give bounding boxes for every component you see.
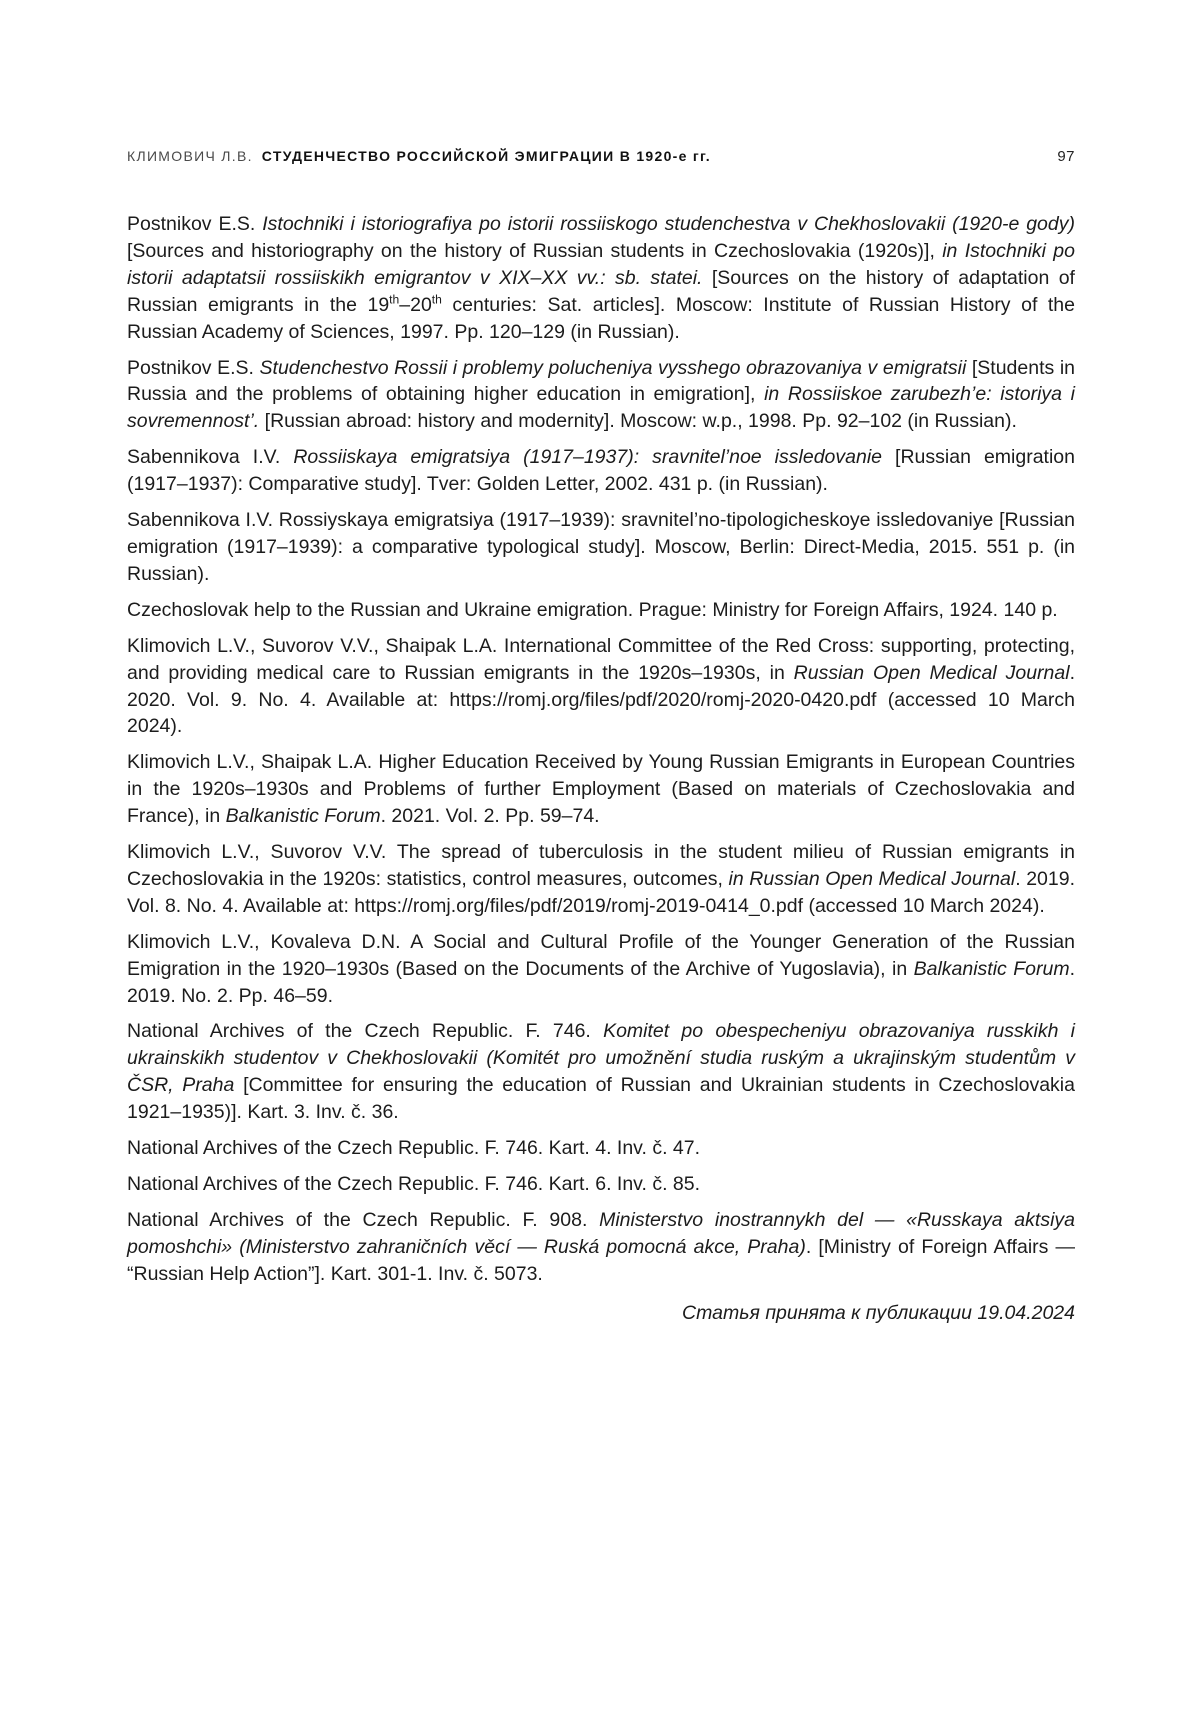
reference-italic-segment: Rossiiskaya emigratsiya (1917–1937): sravnitel’noe issledovanie (293, 446, 896, 469)
reference-italic-segment: Russian Open Medical Journal (793, 661, 1070, 684)
reference-text-segment: National Archives of the Czech Republic. F. 746. Kart. 4. Inv. č. 47. (127, 1137, 701, 1160)
reference-entry (127, 597, 1075, 624)
reference-text-segment: Postnikov E.S. (127, 213, 263, 235)
reference-entry (127, 355, 1075, 436)
reference-entry (127, 1018, 1075, 1126)
running-title: СТУДЕНЧЕСТВО РОССИЙСКОЙ ЭМИГРАЦИИ В 1920-е гг. (261, 148, 711, 164)
reference-italic-segment: Istochniki i istoriografiya po istorii rossiiskogo studenchestva v Chekhoslovakii (1920-e gody) (262, 213, 1075, 235)
reference-text-segment: th (389, 292, 400, 307)
reference-italic-segment: in Russian Open Medical Journal (728, 867, 1016, 890)
reference-text-segment: [Russian abroad: history and modernity]. Moscow: w.p., 1998. Pp. 92–102 (in Russian). (264, 410, 1017, 433)
reference-entry (127, 1135, 1075, 1162)
reference-entry (127, 839, 1075, 920)
reference-entry (127, 749, 1075, 830)
reference-text-segment: [Committee for ensuring the education of Russian and Ukrainian students in Czechoslovakia 1921–1935)]. Kart. 3. Inv. č. 36. (127, 1074, 1075, 1124)
reference-text-segment: Klimovich L.V., Suvorov V.V. The spread of tuberculosis in the student milieu of Russian emigrants in Czechoslovakia in the 1920s: statistics, control measures, outcomes, (127, 841, 1075, 890)
reference-text-segment: . 2021. Vol. 2. Pp. 59–74. (380, 805, 600, 828)
reference-text-segment: . 2020. Vol. 9. No. 4. Available at: https://romj.org/files/pdf/2020/romj-2020-0420.pdf (accessed 10 March 2024). (127, 661, 1075, 738)
reference-italic-segment: Studenchestvo Rossii i problemy polucheniya vysshego obrazovaniya v emigratsii (259, 356, 972, 379)
reference-text-segment: Czechoslovak help to the Russian and Ukraine emigration. Prague: Ministry for Foreign Affairs, 1924. 140 p. (127, 598, 1058, 621)
reference-text-segment: Postnikov E.S. (127, 356, 260, 379)
reference-text-segment: National Archives of the Czech Republic. F. 908. (127, 1208, 600, 1231)
reference-text-segment: Klimovich L.V., Shaipak L.A. Higher Education Received by Young Russian Emigrants in European Countries in the 1920s–1930s and Problems of further Employment (Based on materials of Czechoslovakia and France), in (127, 751, 1075, 828)
reference-entry (127, 929, 1075, 1010)
reference-text-segment: centuries: Sat. articles]. Moscow: Institute of Russian History of the Russian Academy of Sciences, 1997. Pp. 120–129 (in Russian). (127, 293, 1075, 343)
reference-entry (127, 507, 1075, 588)
running-header-left (127, 148, 711, 164)
acceptance-note: Статья принята к публикации 19.04.2024 (682, 1301, 1075, 1324)
reference-text-segment: [Students in Russia and the problems of obtaining higher education in emigration], (127, 356, 1076, 406)
reference-text-segment: [Sources on the history of adaptation of Russian emigrants in the 19 (127, 266, 1075, 316)
reference-italic-segment: in Rossiiskoe zarubezh’e: istoriya i sovremennost’. (127, 383, 1075, 433)
reference-italic-segment: Balkanistic Forum (913, 957, 1070, 980)
reference-italic-segment: Komitet po obespecheniyu obrazovaniya russkikh i ukrainskikh studentov v Chekhoslovakii (Komitét pro umožnění studia ruským a ukrajinským studentům v ČSR, Praha (127, 1020, 1076, 1097)
reference-entry (127, 1207, 1075, 1288)
references-list (127, 211, 1075, 1288)
reference-text-segment: National Archives of the Czech Republic. F. 746. (127, 1020, 604, 1043)
reference-entry (127, 444, 1075, 498)
reference-italic-segment: in Istochniki po istorii adaptatsii rossiiskikh emigrantov v XIX–XX vv.: sb. statei. (127, 239, 1075, 289)
reference-text-segment: National Archives of the Czech Republic. F. 746. Kart. 6. Inv. č. 85. (127, 1173, 701, 1195)
reference-entry (127, 1171, 1075, 1198)
reference-text-segment: Sabennikova I.V. (127, 446, 294, 469)
reference-italic-segment: Balkanistic Forum (225, 805, 381, 828)
reference-text-segment: . [Ministry of Foreign Affairs — “Russian Help Action”]. Kart. 301-1. Inv. č. 5073. (127, 1235, 1075, 1285)
reference-text-segment: [Sources and historiography on the history of Russian students in Czechoslovakia (1920s)], (127, 239, 943, 262)
reference-entry (127, 211, 1075, 346)
running-author: КЛИМОВИЧ Л.В. (127, 148, 253, 164)
page-number: 97 (1057, 148, 1075, 165)
reference-italic-segment: Ministerstvo inostrannykh del — «Russkaya aktsiya pomoshchi» (Ministerstvo zahraničních věcí — Ruská pomocná akce, Praha) (127, 1208, 1075, 1258)
reference-text-segment: th (431, 292, 442, 307)
reference-text-segment: Klimovich L.V., Suvorov V.V., Shaipak L.A. International Committee of the Red Cross: supporting, protecting, and providing medical care to Russian emigrants in the 1920s–1930s, in (127, 634, 1075, 684)
reference-text-segment: . 2019. Vol. 8. No. 4. Available at: https://romj.org/files/pdf/2019/romj-2019-0414_0.pdf (accessed 10 March 2024). (127, 867, 1076, 917)
reference-entry (127, 633, 1075, 741)
running-header (127, 148, 1075, 165)
reference-text-segment: . 2019. No. 2. Pp. 46–59. (127, 957, 1075, 1007)
reference-text-segment: [Russian emigration (1917–1937): Comparative study]. Tver: Golden Letter, 2002. 431 p. (in Russian). (127, 446, 1075, 496)
reference-text-segment: Sabennikova I.V. Rossiyskaya emigratsiya (1917–1939): sravnitel’no-tipologicheskoye issledovaniye [Russian emigration (1917–1939): a comparative typological study]. Moscow, Berlin: Direct-Media, 2015. 551 p. (in Russian). (127, 509, 1075, 585)
reference-text-segment: Klimovich L.V., Kovaleva D.N. A Social and Cultural Profile of the Younger Generation of the Russian Emigration in the 1920–1930s (Based on the Documents of the Archive of Yugoslavia), in (127, 930, 1075, 980)
reference-text-segment: –20 (399, 293, 432, 316)
